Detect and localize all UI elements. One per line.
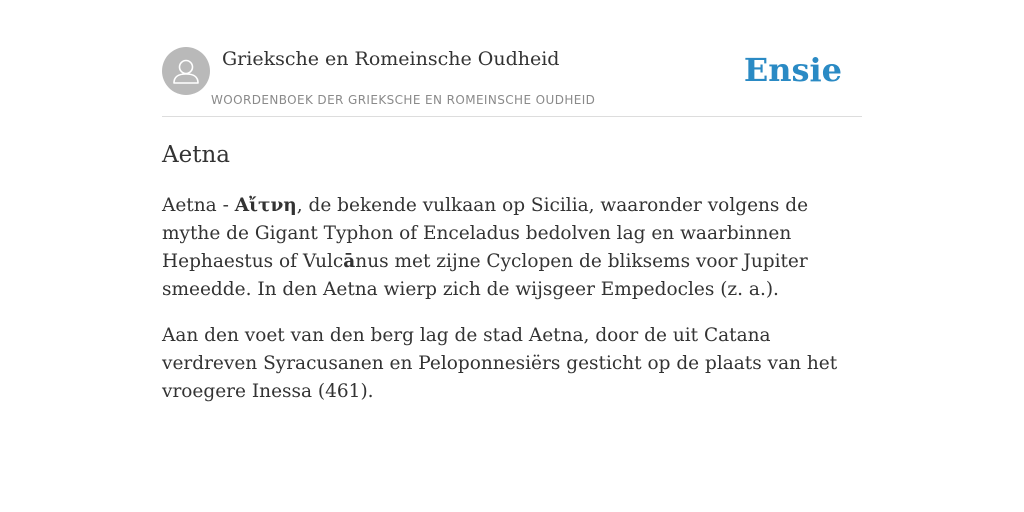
macron-letter: ā <box>343 251 356 272</box>
ensie-logo[interactable]: Ensie <box>743 51 842 89</box>
dictionary-header <box>162 47 862 117</box>
greek-term: Αἴτνη <box>234 195 297 216</box>
entry-paragraph: Aan den voet van den berg lag de stad Aetna, door de uit Catana verdreven Syracusanen en Peloponnesiërs gesticht op de plaats van het vroegere Inessa (461). <box>162 325 838 402</box>
entry-text: nus met zijne Cyclopen de bliksems voor Jupiter smeedde. In den Aetna wierp zich de wijsgeer Empedocles (z. a.). <box>162 251 808 300</box>
entry-lead: Aetna - <box>162 195 235 216</box>
entry-paragraph <box>162 192 852 304</box>
source-title[interactable]: Grieksche en Romeinsche Oudheid <box>222 48 560 70</box>
entry-body <box>162 192 852 424</box>
entry-text: , de bekende vulkaan op Sicilia, waaronder volgens de mythe de Gigant Typhon of Enceladus bedolven lag en waarbinnen Hephaestus of Vulc <box>162 195 809 272</box>
source-avatar[interactable] <box>162 47 210 95</box>
user-outline-icon <box>162 47 210 95</box>
entry-title: Aetna <box>162 142 230 168</box>
source-subtitle[interactable]: WOORDENBOEK DER GRIEKSCHE EN ROMEINSCHE OUDHEID <box>211 93 596 107</box>
